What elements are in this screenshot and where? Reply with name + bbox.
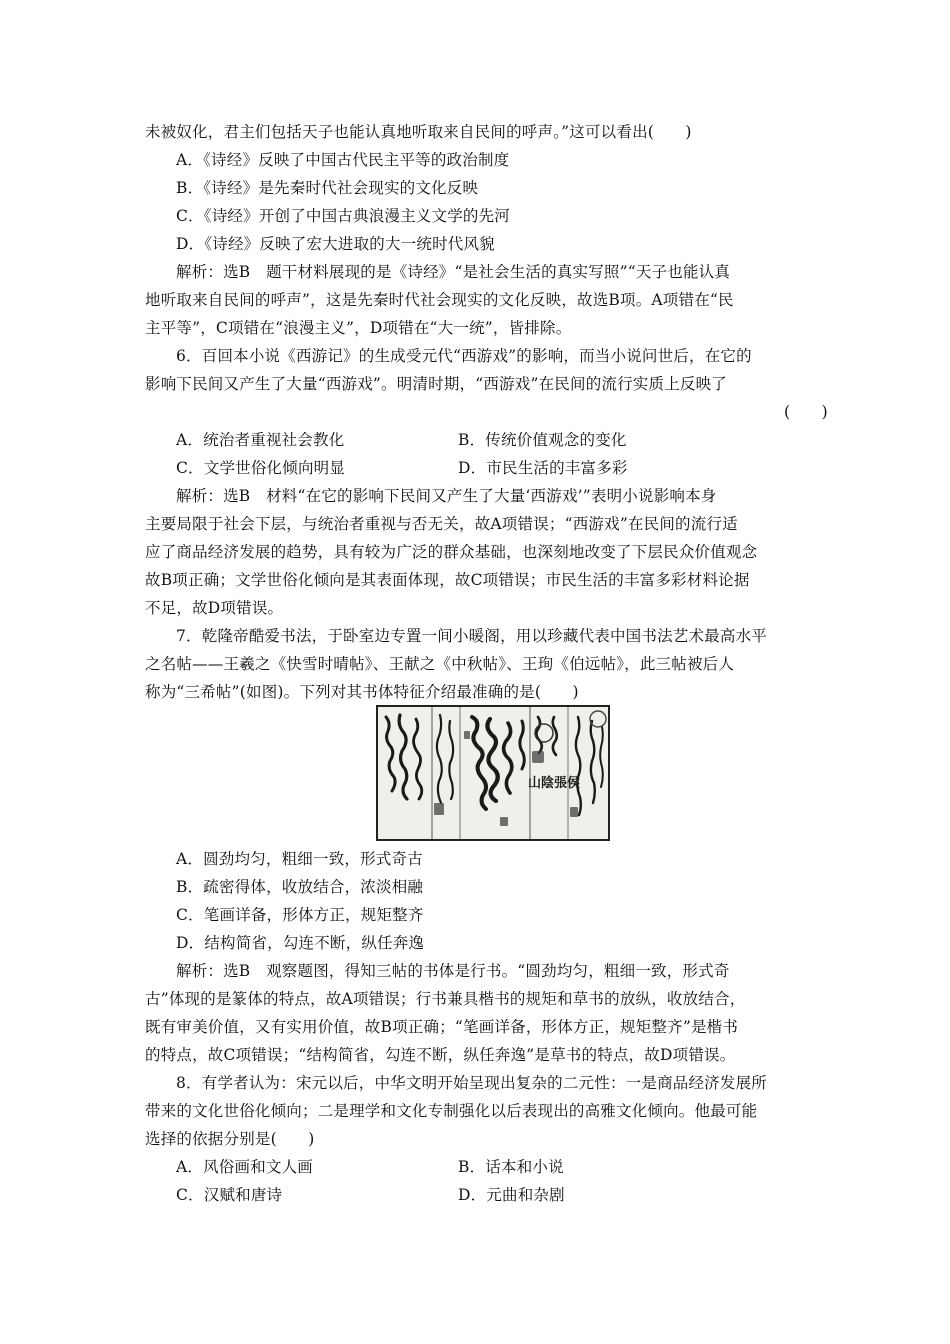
option-d: D．结构简省，勾连不断，纵任奔逸: [176, 934, 425, 952]
question-line: 影响下民间又产生了大量“西游戏”。明清时期，“西游戏”在民间的流行实质上反映了: [145, 375, 727, 393]
option-b: B．疏密得体，收放结合，浓淡相融: [176, 878, 424, 896]
question-line: 之名帖——王羲之《快雪时晴帖》、王献之《中秋帖》、王珣《伯远帖》，此三帖被后人: [145, 655, 735, 673]
analysis-line: 解析：选B 观察题图，得知三帖的书体是行书。“圆劲均匀，粗细一致，形式奇: [176, 962, 730, 980]
analysis-line: 故B项正确；文学世俗化倾向是其表面体现，故C项错误；市民生活的丰富多彩材料论据: [145, 571, 750, 589]
option-a: A．风俗画和文人画: [176, 1158, 313, 1176]
question-7: 7．乾隆帝酷爱书法，于卧室边专置一间小暖阁，用以珍藏代表中国书法艺术最高水平: [176, 627, 767, 645]
option-d: D．元曲和杂剧: [458, 1186, 565, 1204]
option-d: D．市民生活的丰富多彩: [458, 459, 628, 477]
analysis-line: 主平等”，C项错在“浪漫主义”，D项错在“大一统”，皆排除。: [145, 319, 572, 337]
analysis-line: 主要局限于社会下层，与统治者重视与否无关，故A项错误；“西游戏”在民间的流行适: [145, 515, 738, 533]
analysis-line: 解析：选B 题干材料展现的是《诗经》“是社会生活的真实写照”“天子也能认真: [176, 263, 731, 281]
analysis-line: 既有审美价值，又有实用价值，故B项正确；“笔画详备，形体方正，规矩整齐”是楷书: [145, 1018, 739, 1036]
option-b: B．传统价值观念的变化: [458, 431, 627, 449]
option-b: B．《诗经》是先秦时代社会现实的文化反映: [176, 179, 479, 197]
option-c: C．笔画详备，形体方正，规矩整齐: [176, 906, 424, 924]
option-c: C．汉赋和唐诗: [176, 1186, 283, 1204]
option-c: C．文学世俗化倾向明显: [176, 459, 346, 477]
option-d: D．《诗经》反映了宏大进取的大一统时代风貌: [176, 235, 495, 253]
calligraphy-image: [378, 707, 608, 839]
option-a: A．圆劲均匀，粗细一致，形式奇古: [176, 850, 423, 868]
option-a: A．统治者重视社会教化: [176, 431, 345, 449]
analysis-line: 解析：选B 材料“在它的影响下民间又产生了大量‘西游戏’”表明小说影响本身: [176, 487, 717, 505]
analysis-line: 的特点，故C项错误；“结构简省，勾连不断，纵任奔逸”是草书的特点，故D项错误。: [145, 1046, 736, 1064]
question-line: 称为“三希帖”(如图)。下列对其书体特征介绍最准确的是( ): [145, 683, 579, 701]
analysis-line: 古”体现的是篆体的特点，故A项错误；行书兼具楷书的规矩和草书的放纵，收放结合，: [145, 990, 746, 1008]
analysis-line: 不足，故D项错误。: [145, 599, 284, 617]
calligraphy-caption: 山陰張侯: [528, 776, 581, 791]
analysis-line: 应了商品经济发展的趋势，具有较为广泛的群众基础，也深刻地改变了下层民众价值观念: [145, 543, 758, 561]
calligraphy-figure: [376, 705, 610, 841]
question-line: 带来的文化世俗化倾向；二是理学和文化专制强化以后表现出的高雅文化倾向。他最可能: [145, 1102, 758, 1120]
question-6: 6．百回本小说《西游记》的生成受元代“西游戏”的影响，而当小说问世后，在它的: [176, 347, 752, 365]
question-8: 8．有学者认为：宋元以后，中华文明开始呈现出复杂的二元性：一是商品经济发展所: [176, 1074, 767, 1092]
option-c: C．《诗经》开创了中国古典浪漫主义文学的先河: [176, 207, 511, 225]
text-line: 未被奴化，君主们包括天子也能认真地听取来自民间的呼声。”这可以看出( ): [145, 123, 692, 141]
analysis-line: 地听取来自民间的呼声”，这是先秦时代社会现实的文化反映，故选B项。A项错在“民: [145, 291, 734, 309]
question-line: 选择的依据分别是( ): [145, 1130, 315, 1148]
option-a: A．《诗经》反映了中国古代民主平等的政治制度: [176, 151, 510, 169]
option-b: B．话本和小说: [458, 1158, 564, 1176]
answer-parentheses: ( ): [784, 403, 828, 421]
